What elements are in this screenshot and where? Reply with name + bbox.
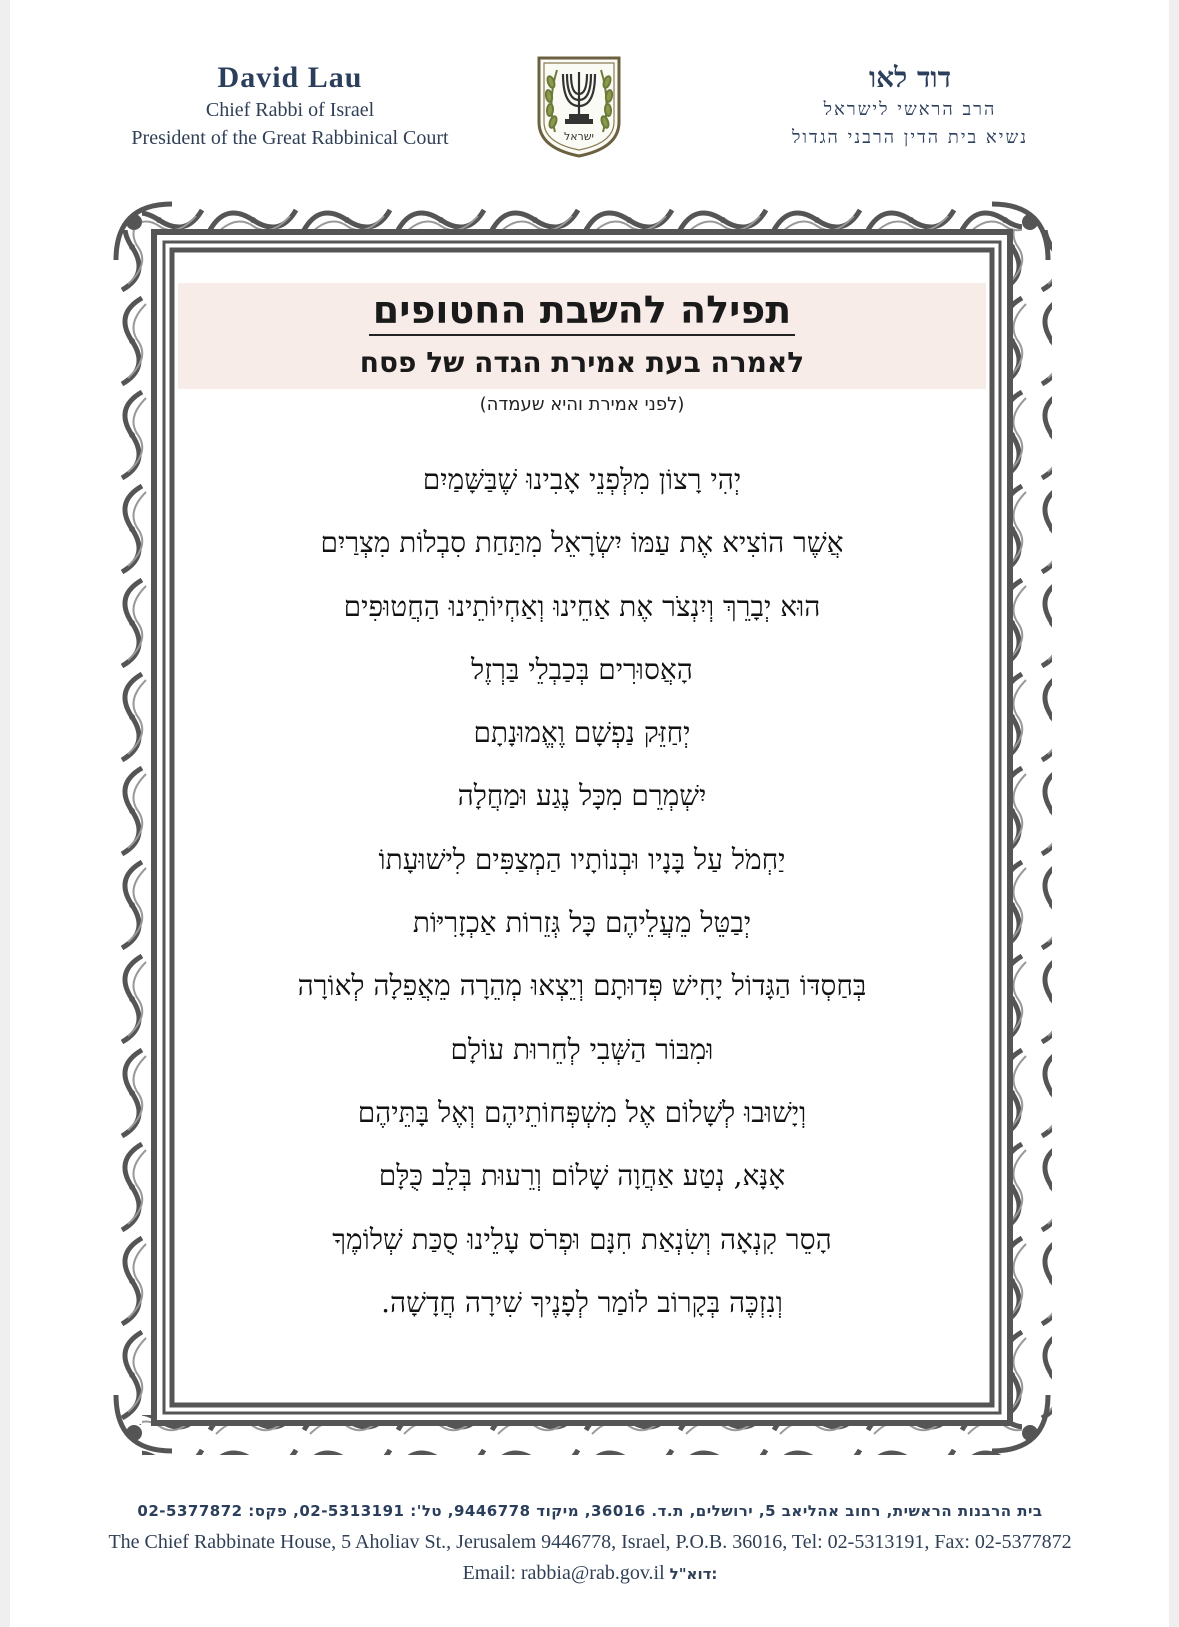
prayer-line: אָנָּא, נְטַע אַחֲוָה שָׁלוֹם וְרֵעוּת בְּלֵב כֻּלָּם (378, 1159, 786, 1193)
footer-email (80, 1562, 1100, 1585)
state-of-israel-emblem-icon (533, 52, 625, 160)
email-label-hebrew: דוא"ל: (669, 1565, 718, 1583)
prayer-note: (לפני אמירת והיא שעמדה) (479, 394, 685, 415)
prayer-line: הוּא יְבָרֵךְ וְיִנְצֹר אֶת אַחֵינוּ וְאַחְיוֹתֵינוּ הַחֲטוּפִים (343, 589, 821, 623)
rabbi-name-english: David Lau (217, 61, 363, 94)
rabbi-position-hebrew: נשיא בית הדין הרבני הגדול (791, 127, 1029, 148)
prayer-content (178, 268, 986, 1386)
prayer-line: אֲשֶׁר הוֹצִיא אֶת עַמּוֹ יִשְׂרָאֵל מִתַּחַת סִבְלוֹת מִצְרַיִם (320, 526, 844, 560)
prayer-line: וּמִבּוֹר הַשְּׁבִי לְחֵרוּת עוֹלָם (450, 1032, 714, 1066)
prayer-line: וְיָשׁוּבוּ לְשָׁלוֹם אֶל מִשְׁפְּחוֹתֵיהֶם וְאֶל בָּתֵּיהֶם (357, 1095, 807, 1129)
letterhead-hebrew (755, 60, 1065, 152)
rabbi-name-hebrew: דוד לאו (868, 61, 952, 94)
email-label-english: Email: (462, 1562, 516, 1584)
prayer-line: יִשְׁמְרֵם מִכָּל נֶגַע וּמַחֲלָה (457, 779, 707, 813)
page-margin-left (0, 0, 10, 1627)
prayer-line: בְּחַסְדּוֹ הַגָּדוֹל יָחִישׁ פְּדוּתָם וְיֵצְאוּ מְהֵרָה מֵאֲפֵלָה לְאוֹרָה (297, 969, 867, 1003)
prayer-line: יְחַזֵּק נַפְשָׁם וֶאֱמוּנָתָם (473, 716, 691, 750)
page-margin-right (1169, 0, 1179, 1627)
prayer-text (178, 448, 986, 1334)
prayer-line: וְנִזְכֶּה בְּקָרוֹב לוֹמַר לְפָנֶיךָ שִׁירָה חֲדָשָׁה. (381, 1285, 783, 1319)
prayer-subtitle: לאמרה בעת אמירת הגדה של פסח (359, 346, 805, 379)
prayer-line: הָסֵר קִנְאָה וְשִׂנְאַת חִנָּם וּפְרֹס עָלֵינוּ סֻכַּת שְׁלוֹמֶךָ (332, 1222, 832, 1256)
prayer-line: יַחְמֹל עַל בָּנָיו וּבְנוֹתָיו הַמְצַפִּים לִישׁוּעָתוֹ (378, 842, 786, 876)
email-address[interactable]: rabbia@rab.gov.il (520, 1562, 665, 1584)
rabbi-title-hebrew: הרב הראשי לישראל (823, 99, 997, 120)
prayer-line: יְבַטֵּל מֵעֲלֵיהֶם כָּל גְּזֵרוֹת אַכְזָרִיּוֹת (412, 906, 752, 940)
footer-address-hebrew: בית הרבנות הראשית, רחוב אהליאב 5, ירושלים, ת.ד. 36016, מיקוד 9446778, טל': 02-5313191, פקס: 02-5377872 (137, 1502, 1043, 1520)
prayer-line: הָאֲסוּרִים בְּכַבְלֵי בַּרְזֶל (471, 652, 693, 686)
footer-address-english: The Chief Rabbinate House, 5 Aholiav St., Jerusalem 9446778, Israel, P.O.B. 36016, Tel: 02-5313191, Fax: 02-5377872 (108, 1531, 1072, 1553)
prayer-line: יְהִי רָצוֹן מִלְּפְנֵי אָבִינוּ שֶׁבַּשָּׁמַיִם (422, 463, 742, 496)
rabbi-position-english: President of the Great Rabbinical Court (131, 127, 449, 149)
rabbi-title-english: Chief Rabbi of Israel (205, 99, 375, 121)
prayer-title: תפילה להשבת החטופים (178, 288, 986, 332)
letterhead-english (115, 60, 465, 152)
svg-text:ישראל: ישראל (563, 130, 595, 143)
